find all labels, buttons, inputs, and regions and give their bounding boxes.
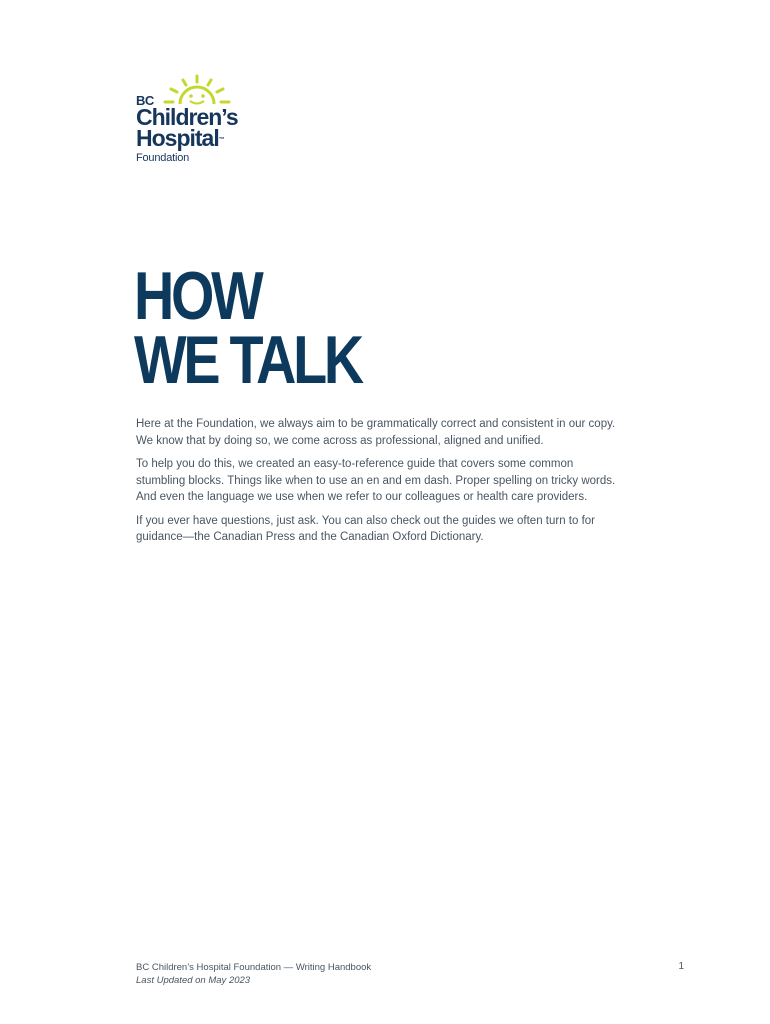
page-number: 1 xyxy=(678,961,684,972)
logo-hospital-text: Hospital xyxy=(136,125,219,151)
logo-trademark: ™ xyxy=(218,137,225,143)
logo-bc: BC xyxy=(136,93,154,108)
logo-hospital xyxy=(136,125,238,151)
page-title-line-1: HOW xyxy=(134,258,261,334)
page-title-line-2: WE TALK xyxy=(134,322,361,398)
body-paragraph: Here at the Foundation, we always aim to be grammatically correct and consistent in our copy. We know that by doing so, we come across as professional, aligned and unified. xyxy=(136,418,616,447)
logo-wordmark xyxy=(136,94,238,164)
logo-foundation: Foundation xyxy=(136,152,190,164)
footer-title: BC Children’s Hospital Foundation — Writing Handbook xyxy=(136,962,372,973)
page-footer xyxy=(136,961,371,987)
logo-childrens: Children’s xyxy=(136,104,238,130)
body-text xyxy=(136,416,616,553)
body-paragraph: If you ever have questions, just ask. You can also check out the guides we often turn to for guidance—the Canadian Press and the Canadian Oxford Dictionary. xyxy=(136,514,596,543)
foundation-logo xyxy=(136,74,266,174)
footer-updated: Last Updated on May 2023 xyxy=(136,975,251,986)
page-title xyxy=(134,258,361,398)
body-paragraph: To help you do this, we created an easy-to-reference guide that covers some common stumbling blocks. Things like when to use an en and em dash. Proper spelling on tricky words. And even the language we use when we refer to our colleagues or health care providers. xyxy=(136,458,616,503)
